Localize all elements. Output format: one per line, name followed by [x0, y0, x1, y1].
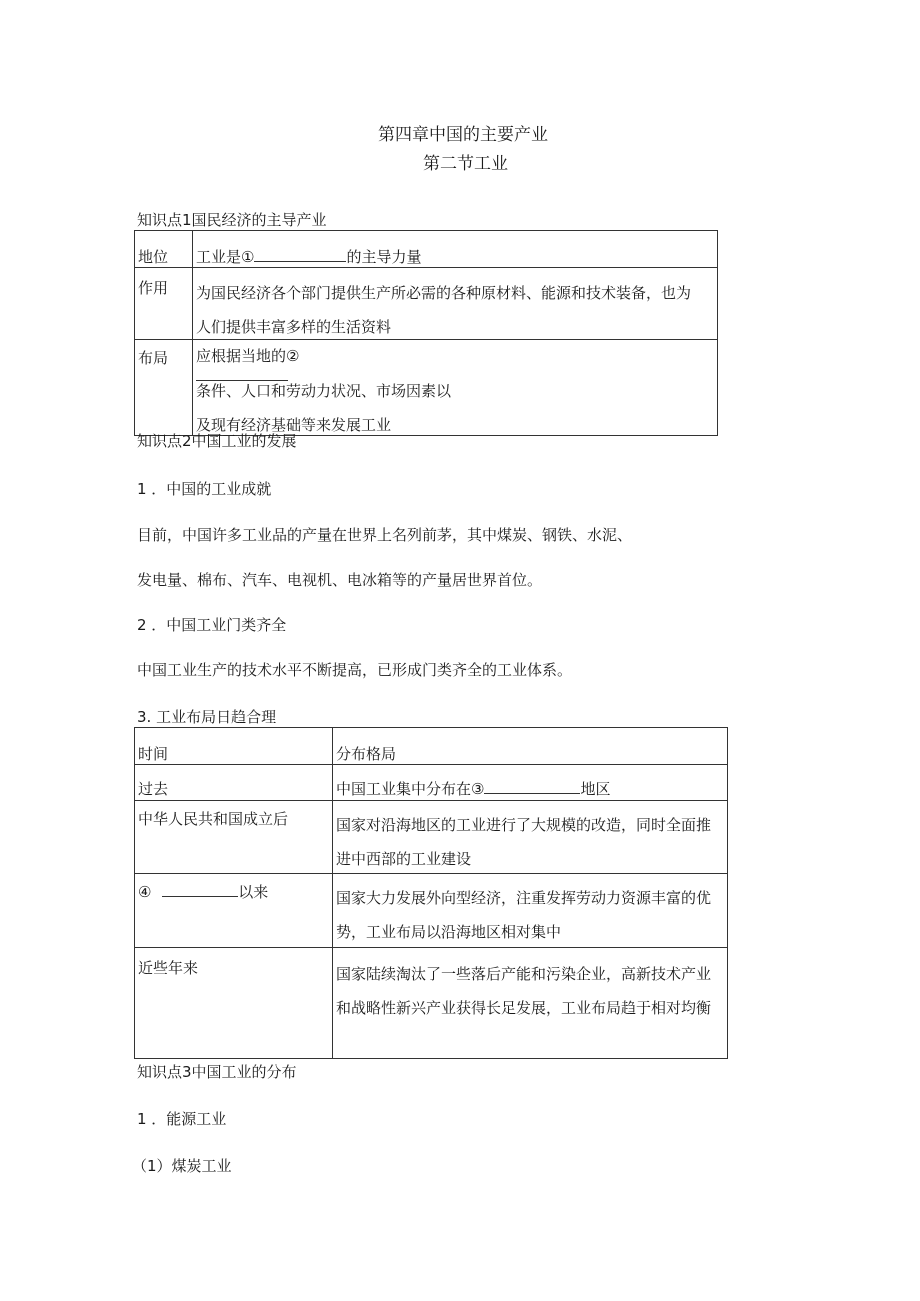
layout-past: [333, 765, 728, 801]
kp1-row-layout: [193, 340, 718, 436]
chapter-title: 第四章中国的主要产业: [378, 125, 548, 145]
table-row: [135, 340, 718, 436]
prc-line-1: 国家对沿海地区的工业进行了大规模的改造，同时全面推: [336, 816, 712, 834]
kp1-heading: 知识点1国民经济的主导产业: [137, 211, 327, 229]
time-prc-founded: 中华人民共和国成立后: [135, 801, 333, 874]
kp2-heading: 知识点2中国工业的发展: [137, 432, 297, 450]
kp3-item1-title: 1 ．能源工业: [137, 1110, 227, 1128]
layout-history-table: [134, 727, 728, 1059]
kp1-row-role: [193, 268, 718, 340]
header-time: 时间: [135, 728, 333, 765]
answer-blank-4[interactable]: [162, 882, 238, 897]
table-row: [135, 874, 728, 948]
reform-line-2: 势，工业布局以沿海地区相对集中: [336, 923, 562, 941]
reform-prefix: ④: [138, 883, 152, 901]
layout-line-1: [196, 346, 714, 401]
table-row: [135, 268, 718, 340]
kp1-row-status: [193, 231, 718, 268]
role-line-2: 人们提供丰富多样的生活资料: [196, 318, 392, 336]
status-text-after: 的主导力量: [346, 248, 422, 266]
answer-blank-2[interactable]: [196, 366, 288, 381]
kp2-item1-line2: 发电量、棉布、汽车、电视机、电冰箱等的产量居世界首位。: [137, 571, 543, 589]
status-text-before: 工业是①: [196, 248, 255, 266]
kp1-row-label-role: 作用: [135, 268, 193, 340]
layout-text-after: 条件、人口和劳动力状况、市场因素以: [196, 382, 452, 400]
layout-text-before: 应根据当地的②: [196, 347, 300, 365]
layout-reform: [333, 874, 728, 948]
answer-blank-3[interactable]: [484, 779, 580, 794]
kp3-sub1-title: （1）煤炭工业: [132, 1157, 232, 1175]
kp1-row-label-status: 地位: [135, 231, 193, 268]
time-reform: [135, 874, 333, 948]
table-row: [135, 948, 728, 1059]
time-past: 过去: [135, 765, 333, 801]
table-row: [135, 231, 718, 268]
kp2-item2-title: 2 ．中国工业门类齐全: [137, 616, 287, 634]
header-layout: 分布格局: [333, 728, 728, 765]
reform-line-1: 国家大力发展外向型经济，注重发挥劳动力资源丰富的优: [336, 889, 712, 907]
section-title: 第二节工业: [423, 154, 508, 174]
kp2-item1-title: 1 ．中国的工业成就: [137, 480, 272, 498]
kp2-item2-text: 中国工业生产的技术水平不断提高，已形成门类齐全的工业体系。: [137, 661, 573, 679]
past-text-before: 中国工业集中分布在③: [336, 780, 485, 798]
past-text-after: 地区: [580, 780, 611, 798]
time-recent: 近些年来: [135, 948, 333, 1059]
layout-recent: [333, 948, 728, 1059]
role-line-1: 为国民经济各个部门提供生产所必需的各种原材料、能源和技术装备，也为: [196, 284, 692, 302]
kp2-item1-line1: 目前，中国许多工业品的产量在世界上名列前茅，其中煤炭、钢铁、水泥、: [137, 526, 633, 544]
table-row: [135, 801, 728, 874]
table-row: [135, 728, 728, 765]
layout-prc-founded: [333, 801, 728, 874]
layout-line-2: 及现有经济基础等来发展工业: [196, 416, 392, 434]
table-row: [135, 765, 728, 801]
kp3-heading: 知识点3中国工业的分布: [137, 1063, 297, 1081]
kp1-row-label-layout: 布局: [135, 340, 193, 436]
kp2-item3-title: 3. 工业布局日趋合理: [137, 708, 277, 726]
kp1-table: [134, 230, 718, 436]
reform-suffix: 以来: [238, 883, 269, 901]
recent-line-2: 和战略性新兴产业获得长足发展，工业布局趋于相对均衡: [336, 999, 712, 1017]
prc-line-2: 进中西部的工业建设: [336, 850, 472, 868]
answer-blank-1[interactable]: [254, 247, 346, 262]
recent-line-1: 国家陆续淘汰了一些落后产能和污染企业，高新技术产业: [336, 965, 712, 983]
